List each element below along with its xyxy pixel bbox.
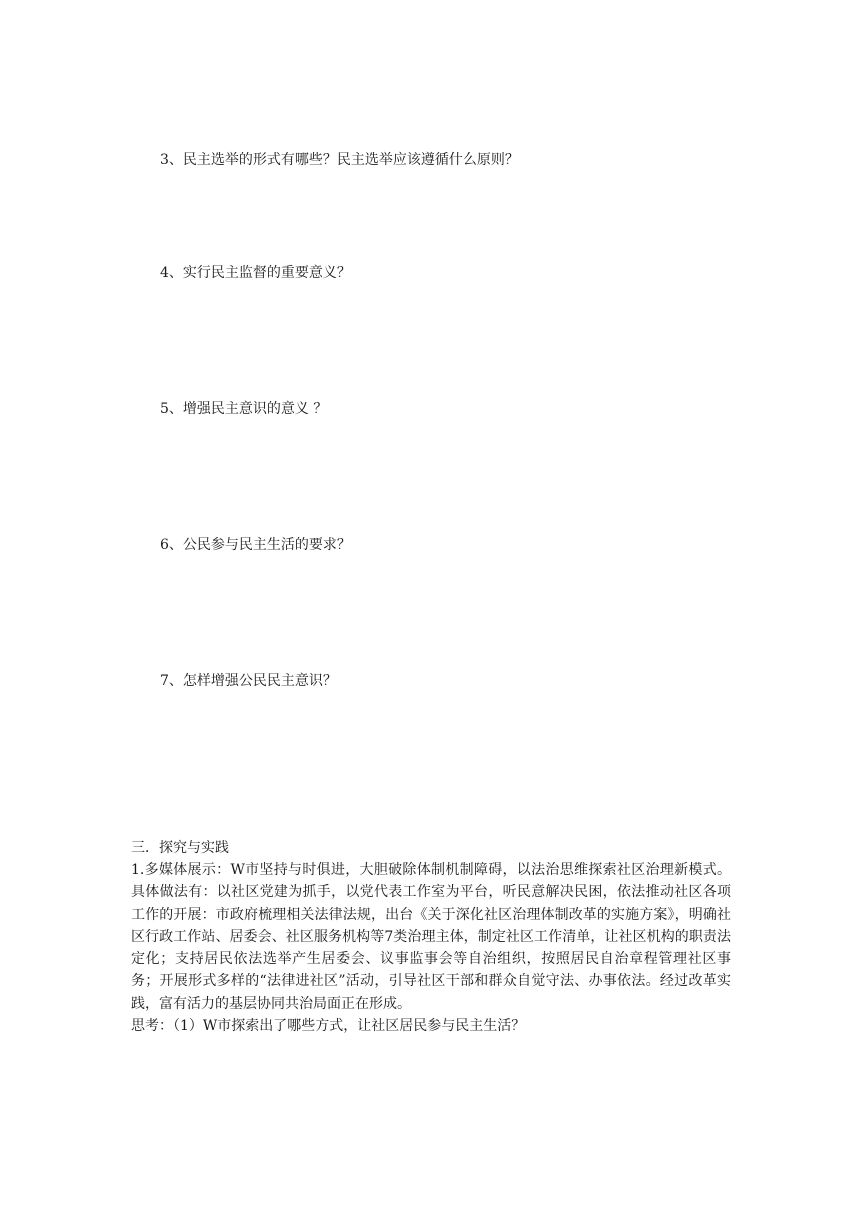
- question-3: 3、民主选举的形式有哪些？民主选举应该遵循什么原则？: [160, 152, 519, 168]
- question-4: 4、实行民主监督的重要意义？: [160, 265, 351, 281]
- case-paragraph: 1.多媒体展示：W市坚持与时俱进，大胆破除体制机制障碍，以法治思维探索社区治理新模式。具体做法有：以社区党建为抓手，以党代表工作室为平台，听民意解决民困，依法推动社区各项工作的开展：市政府梳理相关法律法规，出台《关于深化社区治理体制改革的实施方案》，明确社区行政工作站、居委会、社区服务机构等7类治理主体，制定社区工作清单，让社区机构的职责法定化；支持居民依法选举产生居委会、议事监事会等自治组织，按照居民自治章程管理社区事务；开展形式多样的“法律进社区”活动，引导社区干部和群众自觉守法、办事依法。经过改革实践，富有活力的基层协同共治局面正在形成。: [131, 862, 731, 1012]
- question-6: 6、公民参与民主生活的要求？: [160, 537, 351, 553]
- section-heading: 三．探究与实践: [131, 840, 229, 856]
- question-7: 7、怎样增强公民民主意识？: [160, 673, 337, 689]
- think-question: 思考：（1）W市探索出了哪些方式，让社区居民参与民主生活？: [131, 1018, 526, 1035]
- inquiry-practice-section: [131, 838, 731, 1037]
- question-5: 5、增强民主意识的意义 ？: [160, 401, 328, 417]
